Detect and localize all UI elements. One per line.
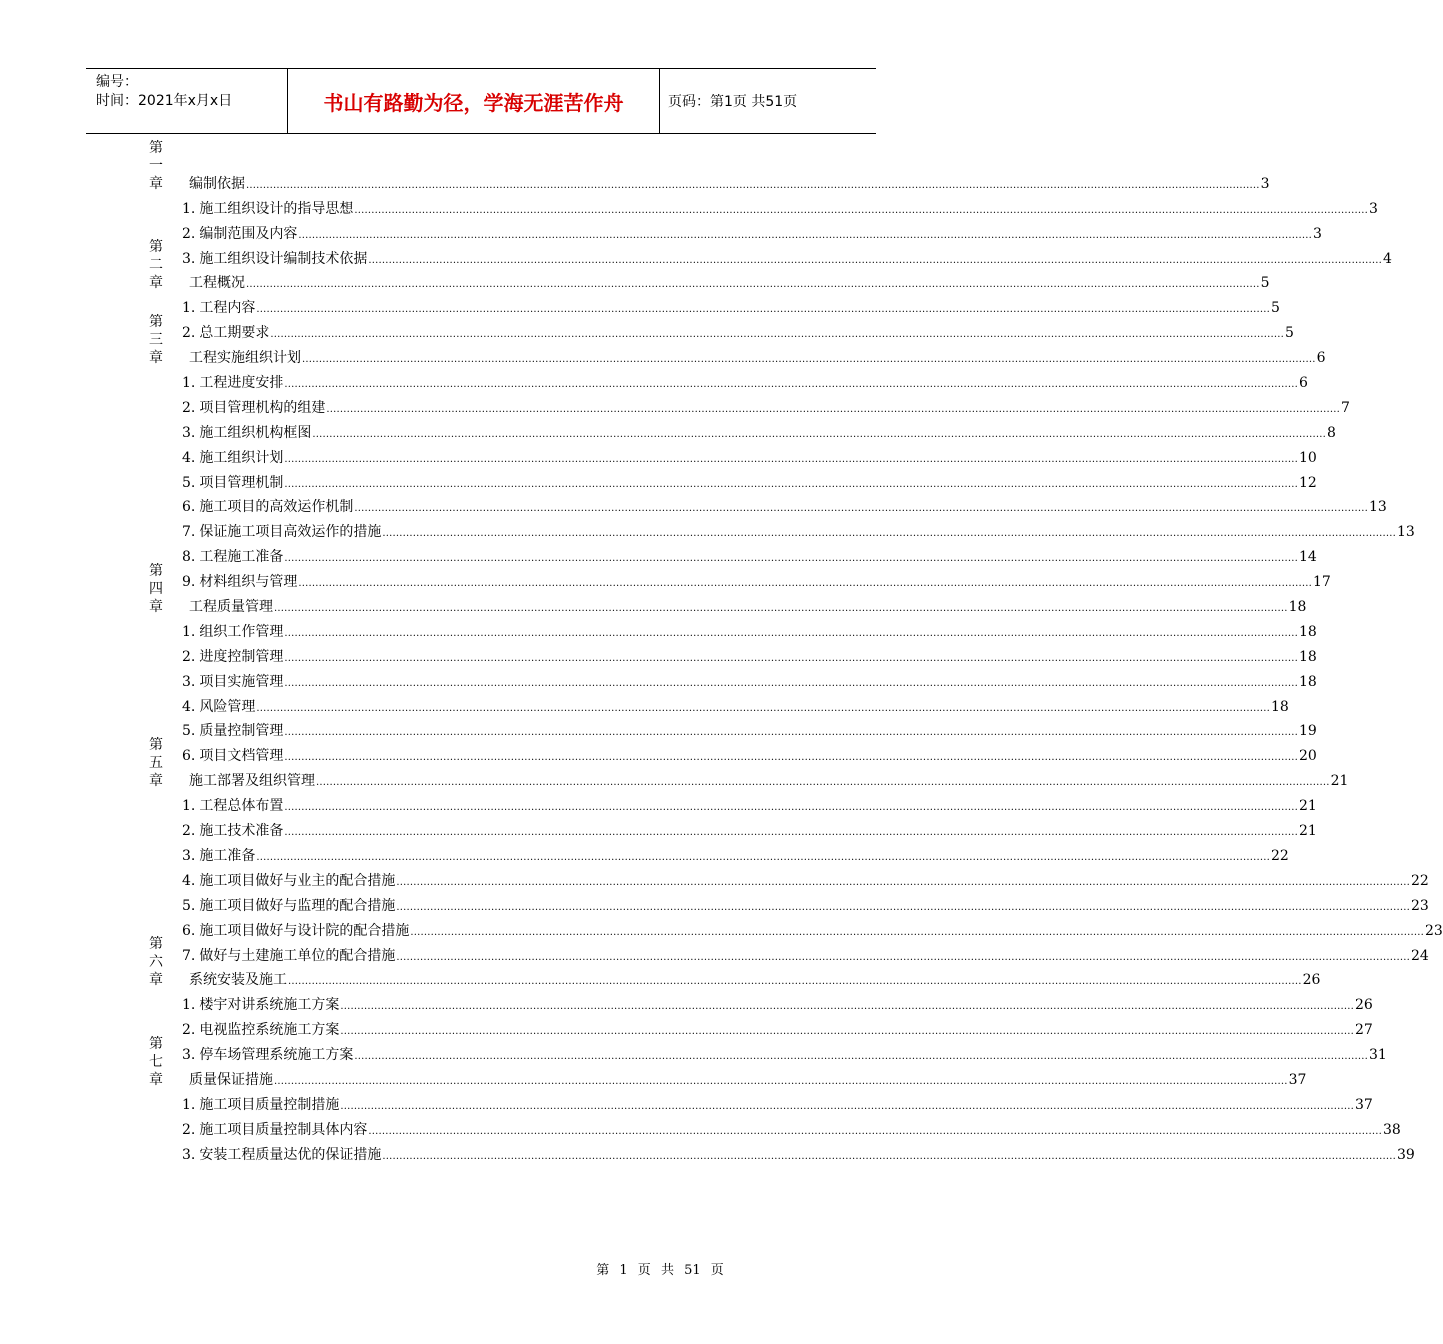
toc-entry-page: 6 bbox=[1316, 350, 1326, 367]
document-time-label: 时间：2021年x月x日 bbox=[96, 93, 233, 109]
toc-section-entry[interactable] bbox=[149, 394, 1350, 419]
toc-dot-leader: ............................................................................................................................................................................................................................................................................................................ bbox=[256, 304, 1270, 316]
header-page-info: 页码：第1页 共51页 bbox=[668, 94, 798, 110]
toc-entry-number: 第一章 bbox=[149, 139, 163, 192]
toc-entry-number: 第六章 bbox=[149, 936, 163, 989]
toc-entry-page: 26 bbox=[1354, 997, 1373, 1014]
toc-entry-number: 6. bbox=[182, 499, 196, 516]
toc-section-entry[interactable] bbox=[149, 792, 1317, 817]
toc-entry-page: 22 bbox=[1270, 847, 1289, 864]
toc-entry-number: 3. bbox=[182, 1047, 196, 1064]
toc-entry-page: 5 bbox=[1260, 275, 1270, 292]
toc-section-entry[interactable] bbox=[149, 1041, 1387, 1066]
toc-entry-number: 第五章 bbox=[149, 737, 163, 790]
toc-entry-title: 项目文档管理 bbox=[199, 748, 284, 765]
toc-chapter-entry[interactable] bbox=[149, 139, 1270, 195]
toc-entry-number: 第七章 bbox=[149, 1035, 163, 1088]
toc-entry-title: 停车场管理系统施工方案 bbox=[199, 1047, 354, 1064]
toc-entry-page: 19 bbox=[1298, 723, 1317, 740]
toc-entry-number: 2. bbox=[182, 399, 196, 416]
toc-entry-title: 组织工作管理 bbox=[199, 623, 284, 640]
toc-entry-page: 18 bbox=[1298, 648, 1317, 665]
toc-entry-page: 12 bbox=[1298, 474, 1317, 491]
table-of-contents bbox=[149, 139, 1443, 1166]
toc-section-entry[interactable] bbox=[149, 294, 1280, 319]
toc-entry-title: 施工技术准备 bbox=[199, 823, 284, 840]
toc-section-entry[interactable] bbox=[149, 1091, 1373, 1116]
toc-entry-title: 楼宇对讲系统施工方案 bbox=[199, 997, 340, 1014]
toc-entry-page: 21 bbox=[1298, 798, 1317, 815]
toc-dot-leader: ............................................................................................................................................................................................................................................................................................................ bbox=[246, 279, 1260, 291]
toc-entry-title: 施工项目做好与业主的配合措施 bbox=[199, 872, 396, 889]
toc-entry-number: 1. bbox=[182, 623, 196, 640]
toc-dot-leader: ............................................................................................................................................................................................................................................................................................................ bbox=[288, 976, 1302, 988]
toc-entry-page: 24 bbox=[1410, 947, 1429, 964]
toc-entry-title: 系统安装及施工 bbox=[189, 972, 287, 989]
toc-section-entry[interactable] bbox=[149, 444, 1317, 469]
toc-entry-page: 18 bbox=[1298, 673, 1317, 690]
toc-entry-number: 第四章 bbox=[149, 563, 163, 616]
toc-entry-title: 项目管理机制 bbox=[199, 474, 284, 491]
toc-section-entry[interactable] bbox=[149, 817, 1317, 842]
toc-entry-number: 4. bbox=[182, 872, 196, 889]
toc-entry-title: 保证施工项目高效运作的措施 bbox=[199, 524, 382, 541]
toc-entry-number: 2. bbox=[182, 1121, 196, 1138]
toc-entry-number: 1. bbox=[182, 375, 196, 392]
toc-entry-title: 施工项目做好与监理的配合措施 bbox=[199, 897, 396, 914]
toc-entry-title: 进度控制管理 bbox=[199, 648, 284, 665]
toc-entry-page: 37 bbox=[1288, 1071, 1307, 1088]
toc-entry-page: 14 bbox=[1298, 549, 1317, 566]
toc-entry-title: 项目管理机构的组建 bbox=[199, 399, 326, 416]
toc-entry-number: 6. bbox=[182, 922, 196, 939]
toc-section-entry[interactable] bbox=[149, 742, 1317, 767]
toc-entry-page: 22 bbox=[1410, 872, 1429, 889]
toc-dot-leader: ............................................................................................................................................................................................................................................................................................................ bbox=[396, 901, 1410, 913]
toc-entry-title: 工程实施组织计划 bbox=[189, 350, 301, 367]
toc-entry-title: 质量保证措施 bbox=[189, 1071, 273, 1088]
toc-entry-page: 18 bbox=[1288, 599, 1307, 616]
toc-entry-title: 施工准备 bbox=[199, 847, 256, 864]
toc-dot-leader: ............................................................................................................................................................................................................................................................................................................ bbox=[354, 204, 1368, 216]
toc-section-entry[interactable] bbox=[149, 892, 1429, 917]
toc-dot-leader: ............................................................................................................................................................................................................................................................................................................ bbox=[284, 379, 1298, 391]
toc-dot-leader: ............................................................................................................................................................................................................................................................................................................ bbox=[284, 553, 1298, 565]
toc-dot-leader: ............................................................................................................................................................................................................................................................................................................ bbox=[298, 578, 1312, 590]
toc-entry-title: 施工组织机构框图 bbox=[199, 424, 312, 441]
toc-section-entry[interactable] bbox=[149, 195, 1378, 220]
toc-section-entry[interactable] bbox=[149, 618, 1317, 643]
toc-entry-title: 施工项目质量控制具体内容 bbox=[199, 1121, 368, 1138]
toc-entry-number: 3. bbox=[182, 424, 196, 441]
toc-section-entry[interactable] bbox=[149, 568, 1331, 593]
toc-entry-page: 17 bbox=[1312, 574, 1331, 591]
toc-entry-number: 9. bbox=[182, 574, 196, 591]
toc-dot-leader: ............................................................................................................................................................................................................................................................................................................ bbox=[340, 1100, 1354, 1112]
toc-dot-leader: ............................................................................................................................................................................................................................................................................................................ bbox=[284, 627, 1298, 639]
toc-entry-number: 第三章 bbox=[149, 314, 163, 367]
toc-entry-title: 安装工程质量达优的保证措施 bbox=[199, 1146, 382, 1163]
toc-entry-page: 37 bbox=[1354, 1096, 1373, 1113]
toc-entry-title: 做好与土建施工单位的配合措施 bbox=[199, 947, 396, 964]
toc-entry-number: 6. bbox=[182, 748, 196, 765]
toc-section-entry[interactable] bbox=[149, 643, 1317, 668]
toc-dot-leader: ............................................................................................................................................................................................................................................................................................................ bbox=[368, 1125, 1382, 1137]
toc-entry-title: 施工部署及组织管理 bbox=[189, 773, 315, 790]
toc-section-entry[interactable] bbox=[149, 1116, 1401, 1141]
toc-entry-page: 8 bbox=[1326, 424, 1336, 441]
toc-section-entry[interactable] bbox=[149, 942, 1429, 967]
toc-dot-leader: ............................................................................................................................................................................................................................................................................................................ bbox=[284, 727, 1298, 739]
toc-section-entry[interactable] bbox=[149, 668, 1317, 693]
toc-dot-leader: ............................................................................................................................................................................................................................................................................................................ bbox=[284, 802, 1298, 814]
toc-entry-title: 工程内容 bbox=[199, 300, 256, 317]
toc-section-entry[interactable] bbox=[149, 469, 1317, 494]
toc-entry-title: 电视监控系统施工方案 bbox=[199, 1022, 340, 1039]
toc-entry-number: 5. bbox=[182, 474, 196, 491]
toc-section-entry[interactable] bbox=[149, 319, 1294, 344]
toc-entry-page: 21 bbox=[1298, 823, 1317, 840]
toc-entry-page: 18 bbox=[1298, 623, 1317, 640]
toc-section-entry[interactable] bbox=[149, 917, 1443, 942]
toc-entry-page: 26 bbox=[1302, 972, 1321, 989]
toc-entry-number: 5. bbox=[182, 897, 196, 914]
toc-entry-title: 质量控制管理 bbox=[199, 723, 284, 740]
toc-dot-leader: ............................................................................................................................................................................................................................................................................................................ bbox=[274, 1075, 1288, 1087]
toc-entry-number: 5. bbox=[182, 723, 196, 740]
toc-entry-page: 7 bbox=[1340, 399, 1350, 416]
toc-dot-leader: ............................................................................................................................................................................................................................................................................................................ bbox=[274, 603, 1288, 615]
toc-entry-number: 8. bbox=[182, 549, 196, 566]
toc-entry-title: 工程进度安排 bbox=[199, 375, 284, 392]
toc-entry-page: 3 bbox=[1260, 175, 1270, 192]
toc-entry-page: 20 bbox=[1298, 748, 1317, 765]
toc-section-entry[interactable] bbox=[149, 220, 1322, 245]
footer-part: 共 bbox=[660, 1263, 674, 1278]
toc-entry-number: 第二章 bbox=[149, 239, 163, 292]
toc-entry-number: 7. bbox=[182, 524, 196, 541]
toc-entry-page: 3 bbox=[1368, 200, 1378, 217]
toc-dot-leader: ............................................................................................................................................................................................................................................................................................................ bbox=[284, 752, 1298, 764]
toc-dot-leader: ............................................................................................................................................................................................................................................................................................................ bbox=[326, 403, 1340, 415]
toc-section-entry[interactable] bbox=[149, 1016, 1373, 1041]
toc-dot-leader: ............................................................................................................................................................................................................................................................................................................ bbox=[340, 1001, 1354, 1013]
toc-entry-number: 4. bbox=[182, 698, 196, 715]
toc-entry-number: 3. bbox=[182, 1146, 196, 1163]
toc-entry-page: 4 bbox=[1382, 250, 1392, 267]
toc-entry-page: 3 bbox=[1312, 225, 1322, 242]
toc-entry-title: 施工组织设计编制技术依据 bbox=[199, 250, 368, 267]
toc-entry-page: 31 bbox=[1368, 1047, 1387, 1064]
toc-entry-title: 编制范围及内容 bbox=[199, 225, 298, 242]
toc-entry-page: 23 bbox=[1424, 922, 1443, 939]
toc-entry-page: 39 bbox=[1396, 1146, 1415, 1163]
toc-dot-leader: ............................................................................................................................................................................................................................................................................................................ bbox=[316, 777, 1330, 789]
toc-entry-number: 1. bbox=[182, 997, 196, 1014]
toc-entry-page: 38 bbox=[1382, 1121, 1401, 1138]
toc-dot-leader: ............................................................................................................................................................................................................................................................................................................ bbox=[354, 503, 1368, 515]
page-header bbox=[86, 68, 876, 134]
toc-entry-number: 2. bbox=[182, 325, 196, 342]
toc-entry-page: 5 bbox=[1270, 300, 1280, 317]
toc-dot-leader: ............................................................................................................................................................................................................................................................................................................ bbox=[396, 951, 1410, 963]
toc-dot-leader: ............................................................................................................................................................................................................................................................................................................ bbox=[368, 254, 1382, 266]
toc-section-entry[interactable] bbox=[149, 419, 1336, 444]
page-footer bbox=[0, 1259, 950, 1278]
toc-entry-number: 1. bbox=[182, 1096, 196, 1113]
toc-entry-number: 7. bbox=[182, 947, 196, 964]
toc-dot-leader: ............................................................................................................................................................................................................................................................................................................ bbox=[354, 1051, 1368, 1063]
toc-entry-page: 5 bbox=[1284, 325, 1294, 342]
toc-entry-title: 项目实施管理 bbox=[199, 673, 284, 690]
footer-current-page: 1 bbox=[619, 1263, 628, 1278]
toc-section-entry[interactable] bbox=[149, 543, 1317, 568]
toc-entry-number: 1. bbox=[182, 200, 196, 217]
toc-section-entry[interactable] bbox=[149, 991, 1373, 1016]
toc-dot-leader: ............................................................................................................................................................................................................................................................................................................ bbox=[298, 229, 1312, 241]
toc-entry-number: 3. bbox=[182, 847, 196, 864]
toc-dot-leader: ............................................................................................................................................................................................................................................................................................................ bbox=[302, 354, 1316, 366]
toc-entry-title: 施工项目质量控制措施 bbox=[199, 1096, 340, 1113]
toc-dot-leader: ............................................................................................................................................................................................................................................................................................................ bbox=[256, 851, 1270, 863]
toc-dot-leader: ............................................................................................................................................................................................................................................................................................................ bbox=[284, 827, 1298, 839]
toc-section-entry[interactable] bbox=[149, 693, 1289, 718]
toc-section-entry[interactable] bbox=[149, 842, 1289, 867]
toc-dot-leader: ............................................................................................................................................................................................................................................................................................................ bbox=[256, 702, 1270, 714]
toc-dot-leader: ............................................................................................................................................................................................................................................................................................................ bbox=[396, 876, 1410, 888]
toc-entry-title: 施工组织计划 bbox=[199, 449, 284, 466]
toc-entry-title: 施工组织设计的指导思想 bbox=[199, 200, 354, 217]
toc-entry-title: 编制依据 bbox=[189, 175, 245, 192]
footer-part: 第 bbox=[596, 1263, 610, 1278]
toc-entry-title: 工程概况 bbox=[189, 275, 245, 292]
toc-entry-page: 13 bbox=[1396, 524, 1415, 541]
toc-entry-number: 1. bbox=[182, 300, 196, 317]
toc-entry-number: 2. bbox=[182, 1022, 196, 1039]
toc-section-entry[interactable] bbox=[149, 518, 1415, 543]
toc-entry-number: 2. bbox=[182, 648, 196, 665]
toc-section-entry[interactable] bbox=[149, 369, 1308, 394]
toc-dot-leader: ............................................................................................................................................................................................................................................................................................................ bbox=[382, 528, 1396, 540]
toc-entry-number: 4. bbox=[182, 449, 196, 466]
toc-section-entry[interactable] bbox=[149, 494, 1387, 519]
toc-dot-leader: ............................................................................................................................................................................................................................................................................................................ bbox=[312, 428, 1326, 440]
toc-entry-title: 材料组织与管理 bbox=[199, 574, 298, 591]
toc-entry-number: 1. bbox=[182, 798, 196, 815]
toc-entry-number: 2. bbox=[182, 823, 196, 840]
toc-entry-number: 2. bbox=[182, 225, 196, 242]
toc-entry-page: 6 bbox=[1298, 375, 1308, 392]
toc-entry-page: 27 bbox=[1354, 1022, 1373, 1039]
toc-entry-page: 10 bbox=[1298, 449, 1317, 466]
footer-part: 页 bbox=[637, 1263, 651, 1278]
toc-entry-page: 18 bbox=[1270, 698, 1289, 715]
toc-entry-title: 施工项目的高效运作机制 bbox=[199, 499, 354, 516]
toc-entry-page: 13 bbox=[1368, 499, 1387, 516]
toc-entry-title: 风险管理 bbox=[199, 698, 256, 715]
toc-dot-leader: ............................................................................................................................................................................................................................................................................................................ bbox=[382, 1150, 1396, 1162]
toc-section-entry[interactable] bbox=[149, 1141, 1415, 1166]
toc-section-entry[interactable] bbox=[149, 867, 1429, 892]
header-motto: 书山有路勤为径，学海无涯苦作舟 bbox=[288, 69, 660, 133]
document-number-label: 编号： bbox=[96, 74, 138, 90]
toc-dot-leader: ............................................................................................................................................................................................................................................................................................................ bbox=[284, 677, 1298, 689]
toc-dot-leader: ............................................................................................................................................................................................................................................................................................................ bbox=[410, 926, 1424, 938]
toc-section-entry[interactable] bbox=[149, 245, 1392, 270]
toc-entry-title: 工程施工准备 bbox=[199, 549, 284, 566]
toc-dot-leader: ............................................................................................................................................................................................................................................................................................................ bbox=[340, 1026, 1354, 1038]
toc-entry-title: 总工期要求 bbox=[199, 325, 270, 342]
footer-total-pages: 51 bbox=[684, 1263, 701, 1278]
toc-dot-leader: ............................................................................................................................................................................................................................................................................................................ bbox=[246, 179, 1260, 191]
header-meta bbox=[86, 69, 288, 133]
toc-entry-title: 工程质量管理 bbox=[189, 599, 273, 616]
toc-dot-leader: ............................................................................................................................................................................................................................................................................................................ bbox=[284, 453, 1298, 465]
toc-dot-leader: ............................................................................................................................................................................................................................................................................................................ bbox=[270, 329, 1284, 341]
toc-entry-page: 21 bbox=[1330, 773, 1349, 790]
toc-dot-leader: ............................................................................................................................................................................................................................................................................................................ bbox=[284, 478, 1298, 490]
toc-entry-title: 工程总体布置 bbox=[199, 798, 284, 815]
toc-entry-number: 3. bbox=[182, 250, 196, 267]
footer-part: 页 bbox=[710, 1263, 724, 1278]
toc-dot-leader: ............................................................................................................................................................................................................................................................................................................ bbox=[284, 652, 1298, 664]
toc-entry-page: 23 bbox=[1410, 897, 1429, 914]
toc-section-entry[interactable] bbox=[149, 718, 1317, 743]
toc-entry-title: 施工项目做好与设计院的配合措施 bbox=[199, 922, 410, 939]
toc-entry-number: 3. bbox=[182, 673, 196, 690]
